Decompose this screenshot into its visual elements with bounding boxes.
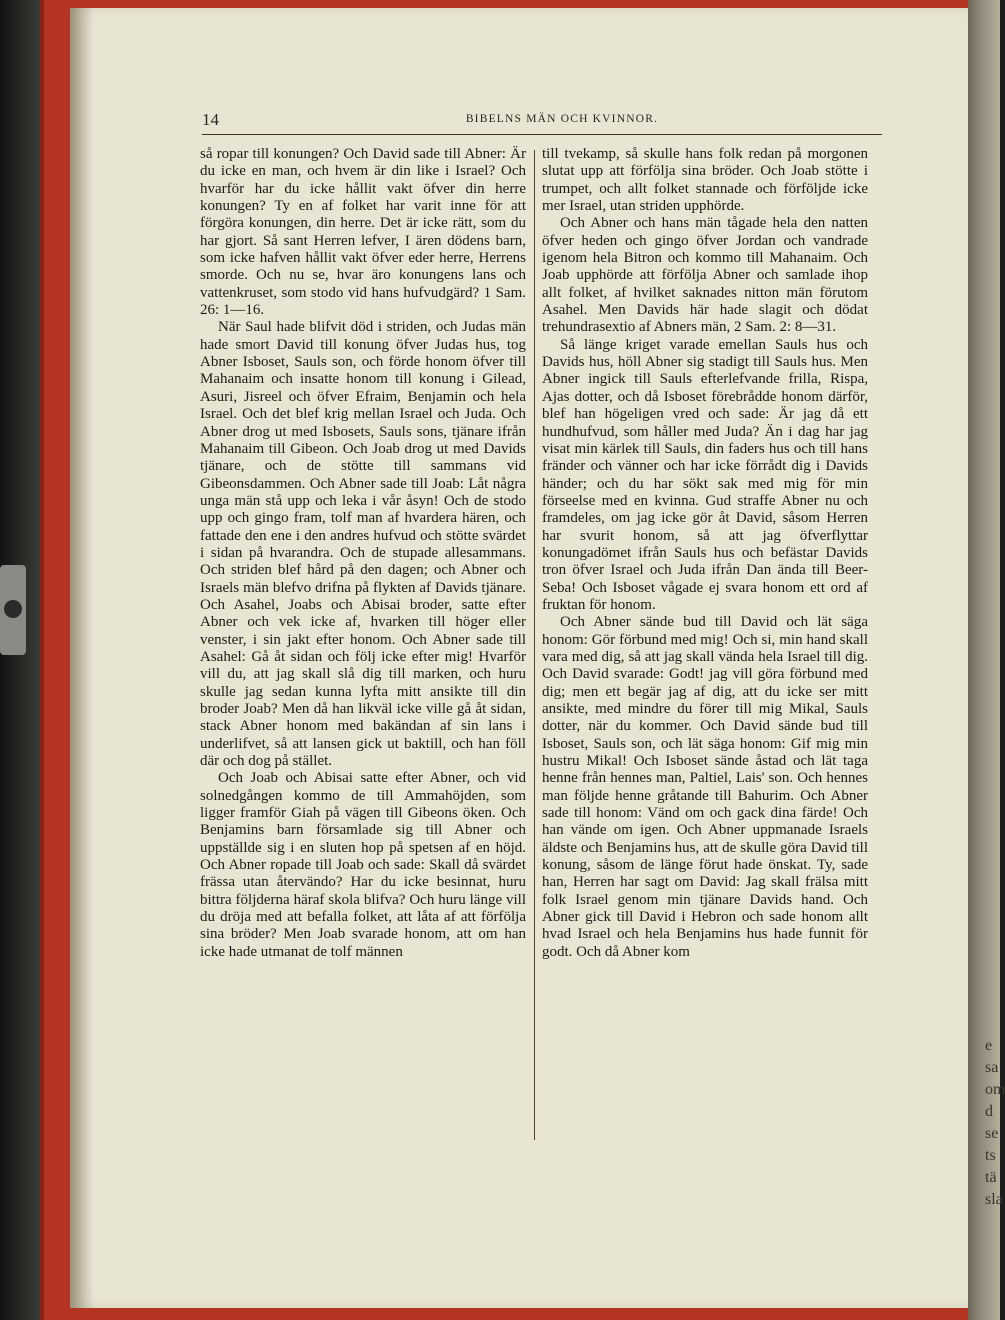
page-gutter-shadow xyxy=(70,8,94,1308)
page-header xyxy=(202,110,882,132)
text-column-right xyxy=(542,146,868,961)
running-title: BIBELNS MÄN OCH KVINNOR. xyxy=(465,113,659,125)
header-rule xyxy=(202,134,882,135)
paragraph: till tvekamp, så skulle hans folk redan på morgonen slutat upp att förfölja sina bröder. Och Joab stötte i trumpet, och allt folket stannade och förföljde icke mer Israel, utan striden upphörde. xyxy=(542,146,868,215)
paragraph: Och Abner sände bud till David och lät säga honom: Gör förbund med mig! Och si, min hand skall vara med dig, så att jag skall vända hela Israel till dig. Och David svarade: Godt! jag vill göra förbund med dig; men ett begär jag af dig, att du icke ser mitt ansikte, med mindre du förer till mig Mikal, Sauls dotter, när du kommer. Och David sände bud till Isboset, Sauls son, och lät säga honom: Gif mig min hustru Mikal! Och Isboset sände åstad och lät taga henne från hennes man, Paltiel, Lais' son. Och hennes man följde henne gråtande till Bahurim. Och Abner sade till honom: Vänd om och gack dina färde! Och han vände om igen. Och Abner uppmanade Israels äldste och Benjamins hus, att de skulle göra David till konung, såsom de länge förut hade önskat. Ty, sade han, Herren har sagt om David: Jag skall frälsa mitt folk Israel genom min tjänare Davids hand. Och Abner gick till David i Hebron och sade honom allt hvad Israel och hela Benjamins hus hade funnit för godt. Och då Abner kom xyxy=(542,614,868,960)
paragraph: Och Joab och Abisai satte efter Abner, och vid solnedgången kommo de till Ammahöjden, som ligger framför Giah på vägen till Gibeons öken. Och Benjamins barn församlade sig till Abner och uppställde sig i en sluten hop på spetsen af en höjd. Och Abner ropade till Joab och sade: Skall då svärdet frässa utan återvändo? Har du icke besinnat, huru bittra följderna häraf skola blifva? Och huru länge vill du dröja med att befalla folket, att låta af att förfölja sina bröder? Men Joab svarade honom, att om han icke hade utmanat de tolf männen xyxy=(200,770,526,960)
facing-page-text-fragment: e sa om d se ts tä sla xyxy=(985,1037,1005,1208)
paragraph: så ropar till konungen? Och David sade till Abner: Är du icke en man, och hvem är din like i Israel? Och hvarför har du icke hållit vakt öfver din herre konungen? Ty en af folket har varit inne för att förgöra konungen, din herre. Det är icke rätt, som du har gjort. Så sant Herren lefver, I ären dödens barn, som icke hafven hållit vakt öfver eder herre, Herrens smorde. Och nu se, hvar äro konungens lans och vattenkruset, som stodo vid hans hufvudgärd? 1 Sam. 26: 1—16. xyxy=(200,146,526,319)
text-column-left xyxy=(200,146,526,961)
page-number: 14 xyxy=(202,110,219,129)
scanner-clip-screw xyxy=(4,600,22,618)
paragraph: När Saul hade blifvit död i striden, och Judas män hade smort David till konung öfver Judas hus, tog Abner Isboset, Sauls son, och förde honom öfver till Mahanaim och insatte honom till konung i Gilead, Asuri, Jisreel och öfver Efraim, Benjamin och hela Israel. Och det blef krig mellan Israel och Juda. Och Abner drog ut med Isbosets, Sauls sons, tjänare ifrån Mahanaim till Gibeon. Och Joab drog ut med Davids tjänare, och de stötte till sammans vid Gibeonsdammen. Och Abner sade till Joab: Låt några unga män stå upp och leka i vår åsyn! Och de stodo upp och gingo fram, tolf man af hvardera hären, och fattade den ene i den andres hufvud och stötte svärdet i sidan på hvarandra. Och de stupade allesammans. Och striden blef hård på den dagen; och Abner och Israels män blefvo drifna på flykten af Davids tjänare. Och Asahel, Joabs och Abisai broder, satte efter Abner och vek icke af, hvarken till höger eller venster, i sin jakt efter honom. Och Abner sade till Asahel: Gå åt sidan och följ icke efter mig! Hvarför vill du, att jag skall slå dig till marken, och huru skulle jag sedan kunna lyfta mitt ansikte till din broder Joab? Men då han likväl icke ville gå åt sidan, stack Abner honom med bakändan af sin lans i underlifvet, så att lansen gick ut baktill, och han föll där och dog på stället. xyxy=(200,319,526,770)
paragraph: Och Abner och hans män tågade hela den natten öfver heden och gingo öfver Jordan och vandrade igenom hela Bitron och kommo till Mahanaim. Och Joab upphörde att förfölja Abner och samlade ihop allt folket, af hvilket saknades nitton män förutom Asahel. Men Davids här hade slagit och dödat trehundrasextio af Abners män, 2 Sam. 2: 8—31. xyxy=(542,215,868,336)
book-left-edge xyxy=(0,0,40,1320)
paragraph: Så länge kriget varade emellan Sauls hus och Davids hus, höll Abner sig stadigt till Sauls hus. Men Abner ingick till Sauls efterlefvande frilla, Rispa, Ajas dotter, och då Isboset förebrådde honom därför, blef han högeligen vred och sade: Är jag då ett hundhufvud, som håller med Juda? Än i dag har jag visat min kärlek till Sauls, din faders hus och till hans fränder och vänner och har icke förrådt dig i Davids händer; och du har sökt sak med mig för min förseelse med en kvinna. Gud straffe Abner nu och framdeles, om jag icke gör åt David, såsom Herren har svurit honom, så att jag öfverflyttar konungadömet ifrån Sauls hus och befästar Davids tron öfver Israel och Juda ifrån Dan ända till Beer-Seba! Och Isboset vågade ej svara honom ett ord af fruktan för honom. xyxy=(542,336,868,613)
column-divider xyxy=(534,150,535,1140)
